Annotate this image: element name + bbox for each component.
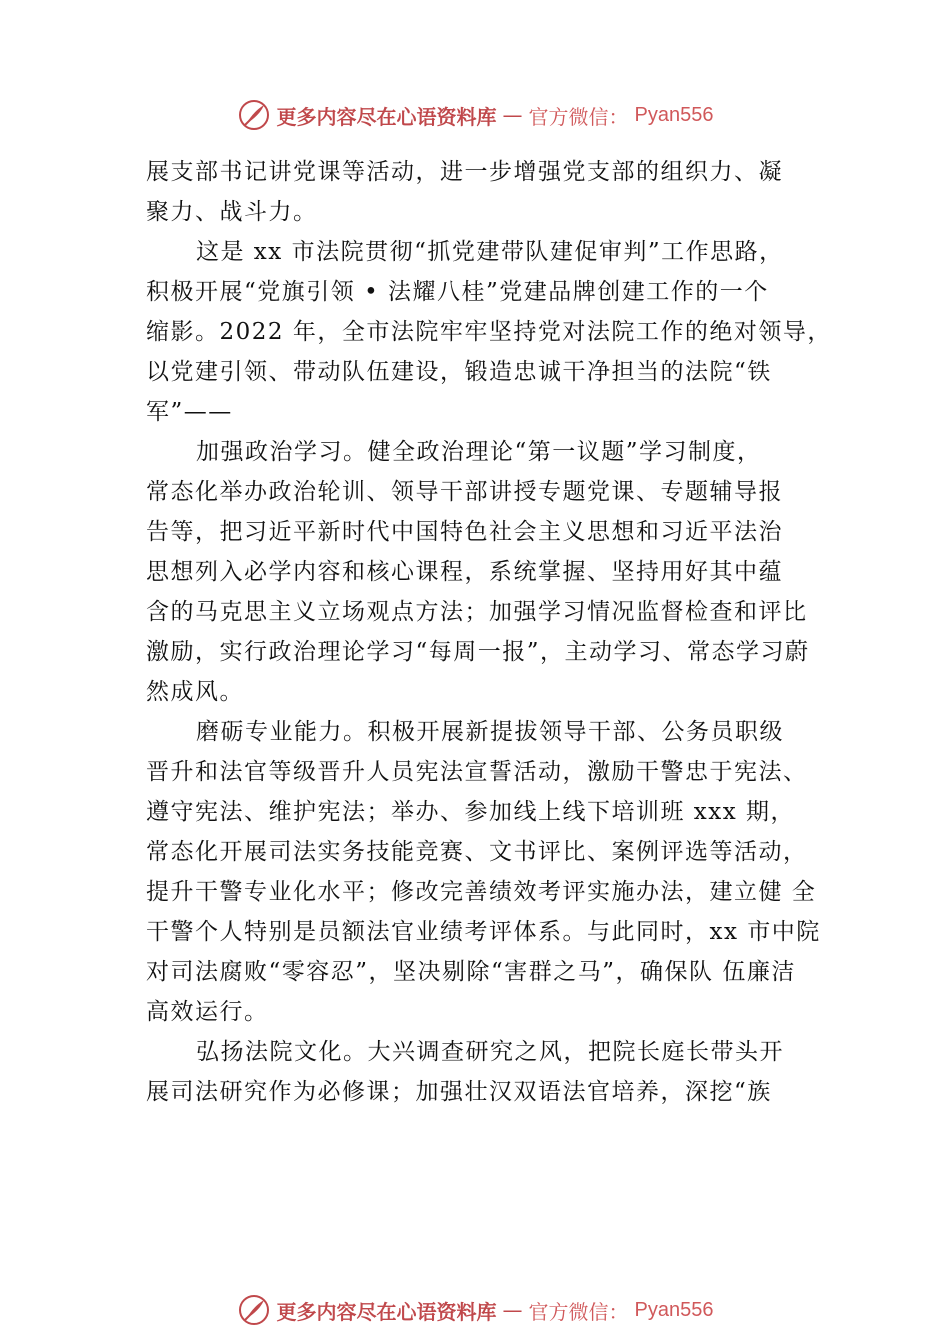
watermark-dash: — [502, 1298, 523, 1322]
text-line: 遵守宪法、维护宪法；举办、参加线上线下培训班 xxx 期， [146, 799, 796, 825]
text-line: 聚力、战斗力。 [146, 199, 318, 225]
text-line: 缩影。2022 年，全市法院牢牢坚持党对法院工作的绝对领导， [146, 319, 832, 345]
text-line: 提升干警专业化水平；修改完善绩效考评实施办法，建立健 全 [146, 879, 817, 905]
text-line: 晋升和法官等级晋升人员宪法宣誓活动，激励干警忠于宪法、 [146, 759, 808, 785]
document-body [146, 152, 832, 1112]
text-line: 展支部书记讲党课等活动，进一步增强党支部的组织力、凝 [146, 159, 783, 185]
text-line: 以党建引领、带动队伍建设，锻造忠诚干净担当的法院“铁 [146, 359, 772, 385]
text-line: 思想列入必学内容和核心课程，系统掌握、坚持用好其中蕴 [146, 559, 783, 585]
text-line: 然成风。 [146, 679, 244, 705]
quill-logo-icon [237, 1293, 271, 1327]
footer-watermark [0, 1290, 950, 1330]
text-line: 对司法腐败“零容忍”，坚决剔除“害群之马”，确保队 伍廉洁 [146, 959, 796, 985]
text-line: 告等，把习近平新时代中国特色社会主义思想和习近平法治 [146, 519, 783, 545]
paragraph-start-line: 磨砺专业能力。积极开展新提拔领导干部、公务员职级 [196, 719, 784, 745]
text-line: 含的马克思主义立场观点方法；加强学习情况监督检查和评比 [146, 599, 808, 625]
text-line: 军”—— [146, 399, 233, 425]
watermark-tail: 官方微信： [528, 104, 629, 129]
text-line: 高效运行。 [146, 999, 269, 1025]
text-line: 干警个人特别是员额法官业绩考评体系。与此同时，xx 市中院 [146, 919, 821, 945]
watermark-lead: 更多内容尽在心语资料库 [276, 104, 497, 129]
watermark-dash: — [502, 103, 523, 127]
text-line: 常态化开展司法实务技能竞赛、文书评比、案例评选等活动， [146, 839, 808, 865]
paragraph-start-line: 加强政治学习。健全政治理论“第一议题”学习制度， [196, 439, 762, 465]
text-line: 积极开展“党旗引领 • 法耀八桂”党建品牌创建工作的一个 [146, 279, 769, 305]
watermark-handle: Pyan556 [634, 1298, 714, 1321]
quill-logo-icon [237, 98, 271, 132]
text-line: 激励，实行政治理论学习“每周一报”，主动学习、常态学习蔚 [146, 639, 810, 665]
header-watermark [0, 95, 950, 135]
paragraph-start-line: 弘扬法院文化。大兴调查研究之风，把院长庭长带头开 [196, 1039, 784, 1065]
text-line: 常态化举办政治轮训、领导干部讲授专题党课、专题辅导报 [146, 479, 783, 505]
watermark-handle: Pyan556 [634, 103, 714, 126]
paragraph-start-line: 这是 xx 市法院贯彻“抓党建带队建促审判”工作思路， [196, 239, 784, 265]
watermark-tail: 官方微信： [528, 1299, 629, 1324]
text-line: 展司法研究作为必修课；加强壮汉双语法官培养，深挖“族 [146, 1079, 772, 1105]
watermark-lead: 更多内容尽在心语资料库 [276, 1299, 497, 1324]
